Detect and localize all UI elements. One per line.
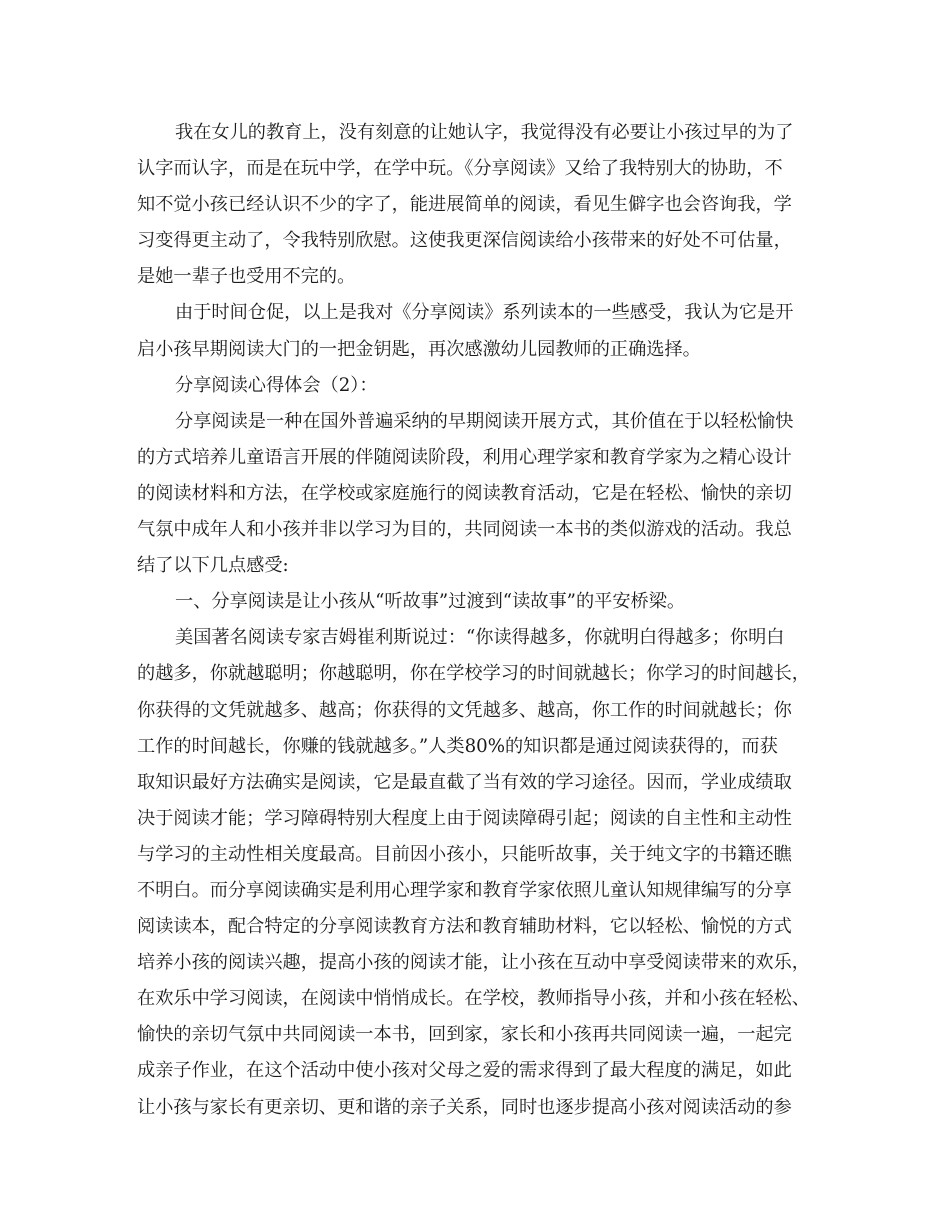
text-line: 阅读读本，配合特定的分享阅读教育方法和教育辅助材料，它以轻松、愉悦的方式: [137, 916, 792, 938]
text-line: 由于时间仓促，以上是我对《分享阅读》系列读本的一些感受，我认为它是开: [175, 302, 794, 324]
text-line: 的方式培养儿童语言开展的伴随阅读阶段，利用心理学家和教育学家为之精心设计: [137, 446, 792, 468]
text-line: 知不觉小孩已经认识不少的字了，能进展简单的阅读，看见生僻字也会咨询我，学: [137, 194, 792, 216]
text-line: 我在女儿的教育上，没有刻意的让她认字，我觉得没有必要让小孩过早的为了: [175, 122, 794, 143]
text-line: 气氛中成年人和小孩并非以学习为目的，共同阅读一本书的类似游戏的活动。我总: [137, 519, 792, 541]
text-line: 分享阅读心得体会（2）：: [175, 374, 378, 396]
text-line: 分享阅读是一种在国外普遍采纳的早期阅读开展方式，其价值在于以轻松愉快: [175, 410, 794, 432]
text-line: 决于阅读才能；学习障碍特别大程度上由于阅读障碍引起；阅读的自主性和主动性: [137, 807, 792, 829]
text-line: 不明白。而分享阅读确实是利用心理学家和教育学家依照儿童认知规律编写的分享: [137, 879, 792, 901]
text-line: 取知识最好方法确实是阅读，它是最直截了当有效的学习途径。因而，学业成绩取: [137, 771, 792, 793]
text-line: 美国著名阅读专家吉姆崔利斯说过：“你读得越多，你就明白得越多；你明白: [175, 627, 785, 649]
text-line: 让小孩与家长有更亲切、更和谐的亲子关系，同时也逐步提高小孩对阅读活动的参: [137, 1096, 792, 1118]
text-line: 启小孩早期阅读大门的一把金钥匙，再次感激幼儿园教师的正确选择。: [137, 338, 701, 360]
text-line: 一、分享阅读是让小孩从“听故事”过渡到“读故事”的平安桥梁。: [175, 591, 686, 613]
text-line: 与学习的主动性相关度最高。目前因小孩小，只能听故事，关于纯文字的书籍还瞧: [137, 843, 792, 865]
text-line: 在欢乐中学习阅读，在阅读中悄悄成长。在学校，教师指导小孩，并和小孩在轻松、: [137, 988, 810, 1010]
text-line: 成亲子作业，在这个活动中使小孩对父母之爱的需求得到了最大程度的满足，如此: [137, 1060, 792, 1082]
text-line: 习变得更主动了，令我特别欣慰。这使我更深信阅读给小孩带来的好处不可估量，: [137, 230, 792, 252]
text-line: 工作的时间越长，你赚的钱就越多。”人类80%的知识都是通过阅读获得的，而获: [137, 735, 778, 757]
text-line: 愉快的亲切气氛中共同阅读一本书，回到家，家长和小孩再共同阅读一遍，一起完: [137, 1024, 792, 1046]
text-line: 是她一辈子也受用不完的。: [137, 266, 356, 288]
text-line: 认字而认字，而是在玩中学，在学中玩。《分享阅读》又给了我特别大的协助，不: [137, 158, 783, 180]
text-line: 培养小孩的阅读兴趣，提高小孩的阅读才能，让小孩在互动中享受阅读带来的欢乐，: [137, 952, 810, 974]
text-line: 结了以下几点感受:: [137, 555, 289, 577]
text-line: 的越多，你就越聪明；你越聪明，你在学校学习的时间就越长；你学习的时间越长，: [137, 663, 810, 685]
text-line: 你获得的文凭就越多、越高；你获得的文凭越多、越高，你工作的时间就越长；你: [137, 699, 792, 721]
text-line: 的阅读材料和方法，在学校或家庭施行的阅读教育活动，它是在轻松、愉快的亲切: [137, 482, 792, 504]
document-body: [137, 115, 827, 1126]
